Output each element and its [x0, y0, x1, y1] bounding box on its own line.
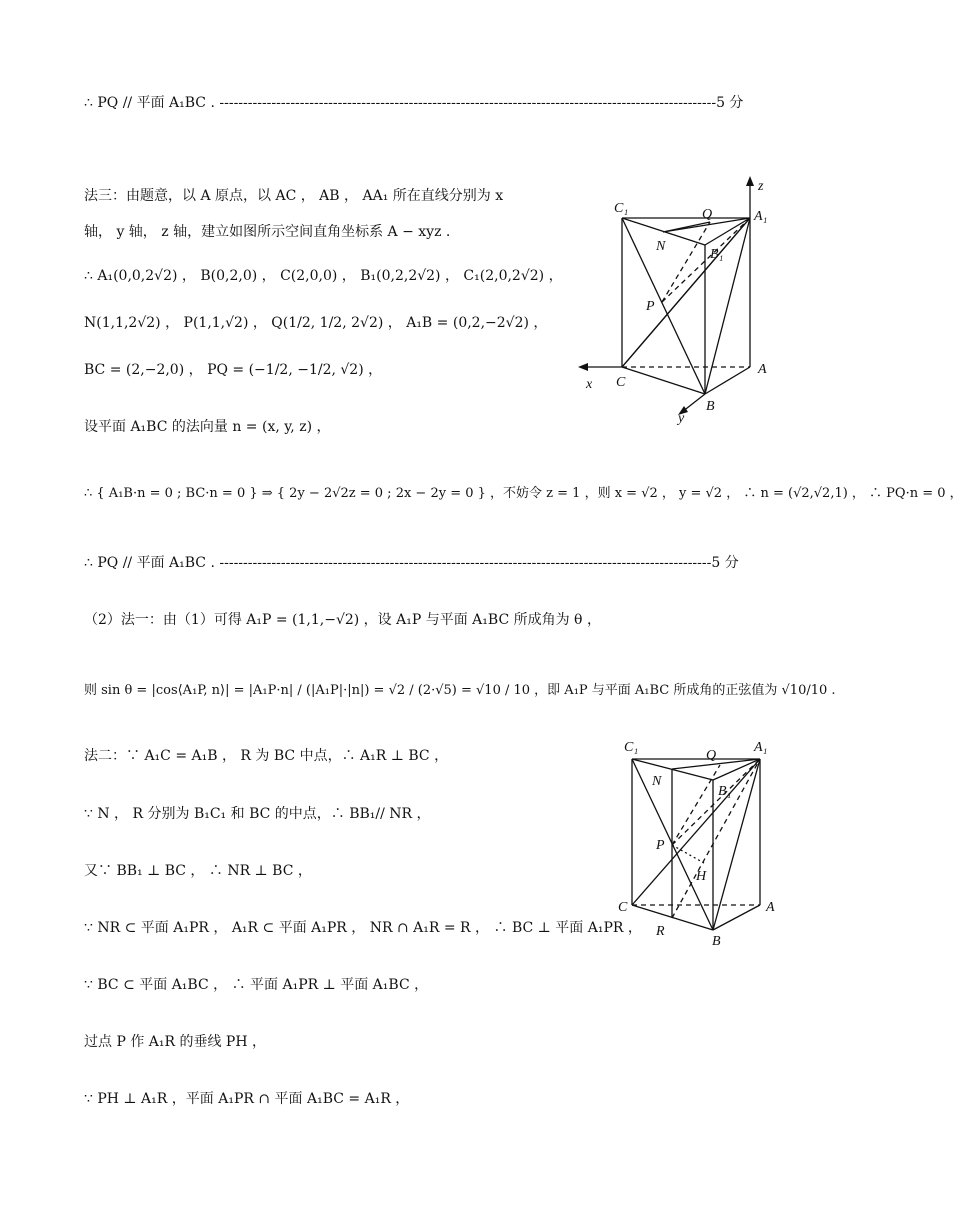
label-y: y — [678, 411, 685, 426]
text-line-1: ∴ PQ // 平面 A₁BC . ---------------------------------------------------------------------------------------------------------5 分 — [84, 95, 744, 111]
text-line-14: 又∵ BB₁ ⊥ BC ， ∴ NR ⊥ BC ， — [84, 863, 312, 879]
label2-B: B — [712, 934, 721, 949]
text-line-9: ∴ PQ // 平面 A₁BC . --------------------------------------------------------------------------------------------------------5 分 — [84, 555, 739, 571]
prism-figure-perpendicular — [608, 735, 788, 955]
label-x: x — [586, 377, 593, 392]
label-z: z — [758, 179, 764, 194]
text-line-6: BC = (2,−2,0) ， PQ = (−1/2, −1/2, √2) ， — [84, 362, 383, 378]
text-line-12: 法二：∵ A₁C = A₁B ， R 为 BC 中点，∴ A₁R ⊥ BC ， — [84, 748, 449, 764]
text-line-2: 法三：由题意，以 A 原点，以 AC ， AB ， AA₁ 所在直线分别为 x — [84, 188, 504, 204]
label2-A1: A₁ — [754, 740, 768, 755]
text-line-11: 则 sin θ = |cos⟨A₁P, n⟩| = |A₁P·n| / (|A₁P|·|n|) = √2 / (2·√5) = √10 / 10 ，即 A₁P 与平面 A₁BC 所成角的正弦值为 √10/10 . — [84, 683, 836, 698]
text-line-13: ∵ N ， R 分别为 B₁C₁ 和 BC 的中点，∴ BB₁// NR ， — [84, 806, 431, 822]
text-line-17: 过点 P 作 A₁R 的垂线 PH ， — [84, 1034, 267, 1050]
label2-N: N — [652, 774, 662, 789]
label2-A: A — [766, 900, 775, 915]
label-Q: Q — [702, 207, 713, 222]
text-line-16: ∵ BC ⊂ 平面 A₁BC ， ∴ 平面 A₁PR ⊥ 平面 A₁BC ， — [84, 977, 429, 993]
label-A: A — [758, 362, 767, 377]
text-line-8: ∴ { A₁B·n = 0 ; BC·n = 0 } ⇒ { 2y − 2√2z = 0 ; 2x − 2y = 0 } ，不妨令 z = 1 ，则 x = √2 ， y = √2 ， ∴ n = (√2,√2,1) ， ∴ PQ·n = 0 ， — [84, 486, 963, 501]
label-P: P — [646, 299, 655, 314]
text-line-18: ∵ PH ⊥ A₁R ，平面 A₁PR ∩ 平面 A₁BC = A₁R ， — [84, 1091, 410, 1107]
text-line-7: 设平面 A₁BC 的法向量 n = (x, y, z) ， — [84, 419, 331, 435]
text-line-4: ∴ A₁(0,0,2√2) ， B(0,2,0) ， C(2,0,0) ， B₁(0,2,2√2) ， C₁(2,0,2√2) ， — [84, 268, 563, 284]
label2-H: H — [696, 869, 707, 884]
label-C: C — [616, 375, 626, 390]
text-line-10: （2）法一：由（1）可得 A₁P = (1,1,−√2) ，设 A₁P 与平面 A₁BC 所成角为 θ ， — [84, 612, 601, 628]
label2-R: R — [656, 924, 665, 939]
label-B1: B₁ — [710, 247, 724, 262]
label-B: B — [706, 399, 715, 414]
text-line-15: ∵ NR ⊂ 平面 A₁PR ， A₁R ⊂ 平面 A₁PR ， NR ∩ A₁R = R ， ∴ BC ⊥ 平面 A₁PR ， — [84, 920, 642, 936]
label2-Q: Q — [706, 748, 717, 763]
label2-P: P — [656, 838, 665, 853]
text-line-5: N(1,1,2√2) ， P(1,1,√2) ， Q(1/2, 1/2, 2√2) ， A₁B = (0,2,−2√2) ， — [84, 315, 548, 331]
label-C1: C₁ — [614, 201, 629, 216]
text-line-3: 轴， y 轴， z 轴，建立如图所示空间直角坐标系 A − xyz . — [84, 224, 451, 240]
label2-C: C — [618, 900, 628, 915]
label-A1: A₁ — [754, 209, 768, 224]
label2-B1: B₁ — [718, 784, 732, 799]
label-N: N — [656, 239, 666, 254]
prism-figure-coordinate — [570, 170, 790, 430]
label2-C1: C₁ — [624, 740, 639, 755]
